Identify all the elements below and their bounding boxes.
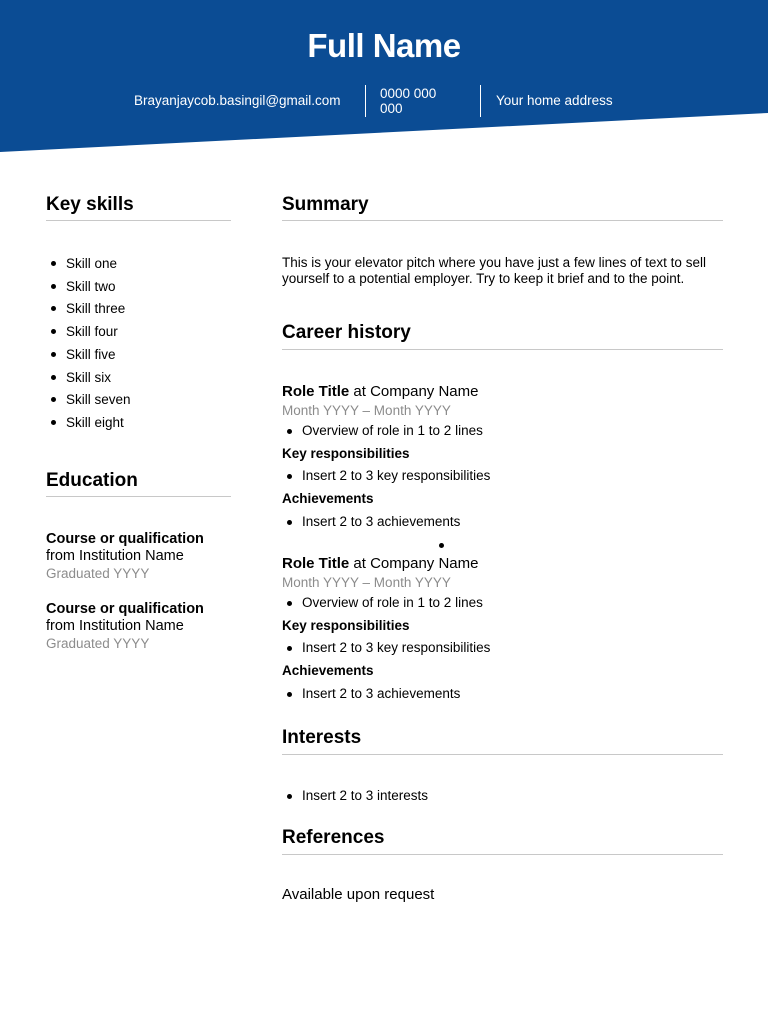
responsibilities-item: Insert 2 to 3 key responsibilities (282, 465, 722, 488)
contact-phone[interactable]: 0000 000 000 (380, 86, 437, 116)
references-divider (282, 854, 723, 855)
role-title: Role Title (282, 383, 350, 400)
employment-dates: Month YYYY – Month YYYY (282, 403, 451, 418)
job-entry (282, 555, 722, 706)
graduation-year: Graduated YYYY (46, 566, 150, 581)
career-history-heading: Career history (282, 322, 411, 343)
course-name: Course or qualification (46, 601, 204, 617)
full-name: Full Name (307, 27, 461, 64)
education-heading: Education (46, 470, 138, 491)
skill-item: Skill three (46, 298, 131, 321)
header-band (0, 0, 768, 152)
header-background (0, 0, 768, 152)
course-name: Course or qualification (46, 531, 204, 547)
contact-separator (365, 85, 366, 117)
bullet-dot (439, 543, 444, 548)
skill-item: Skill five (46, 344, 131, 367)
key-skills-heading: Key skills (46, 194, 134, 215)
institution-name: from Institution Name (46, 617, 184, 634)
achievements-item: Insert 2 to 3 achievements (282, 511, 722, 534)
skill-list (46, 253, 131, 435)
education-entry (46, 531, 204, 583)
skill-item: Skill eight (46, 412, 131, 435)
key-skills-divider (46, 220, 231, 221)
responsibilities-item: Insert 2 to 3 key responsibilities (282, 637, 722, 660)
summary-text: This is your elevator pitch where you have just a few lines of text to sell yourself to a potential employer. Try to keep it brief and to the point. (282, 255, 706, 286)
achievements-heading: Achievements (282, 663, 374, 679)
achievements-heading: Achievements (282, 491, 374, 507)
responsibilities-heading: Key responsibilities (282, 617, 410, 633)
skill-item: Skill four (46, 321, 131, 344)
skill-item: Skill six (46, 367, 131, 390)
skill-item: Skill seven (46, 389, 131, 412)
education-divider (46, 496, 231, 497)
references-heading: References (282, 827, 385, 848)
summary-divider (282, 220, 723, 221)
role-overview: Overview of role in 1 to 2 lines (282, 420, 722, 443)
institution-name: from Institution Name (46, 547, 184, 564)
role-line (282, 555, 722, 573)
graduation-year: Graduated YYYY (46, 636, 150, 651)
summary-heading: Summary (282, 194, 369, 215)
contact-separator (480, 85, 481, 117)
employment-dates: Month YYYY – Month YYYY (282, 575, 451, 590)
interests-divider (282, 754, 723, 755)
responsibilities-heading: Key responsibilities (282, 445, 410, 461)
career-history-divider (282, 349, 723, 350)
contact-email[interactable]: Brayanjaycob.basingil@gmail.com (134, 93, 341, 108)
contact-address: Your home address (496, 93, 613, 108)
achievements-item: Insert 2 to 3 achievements (282, 683, 722, 706)
role-title: Role Title (282, 555, 350, 572)
interest-list (282, 785, 428, 808)
role-line (282, 383, 722, 401)
interest-item: Insert 2 to 3 interests (282, 785, 428, 808)
skill-item: Skill one (46, 253, 131, 276)
company-name: at Company Name (349, 383, 479, 400)
education-entry (46, 601, 204, 653)
role-overview: Overview of role in 1 to 2 lines (282, 592, 722, 615)
references-text: Available upon request (282, 886, 435, 903)
company-name: at Company Name (349, 555, 479, 572)
job-entry (282, 383, 722, 534)
interests-heading: Interests (282, 727, 362, 748)
skill-item: Skill two (46, 276, 131, 299)
